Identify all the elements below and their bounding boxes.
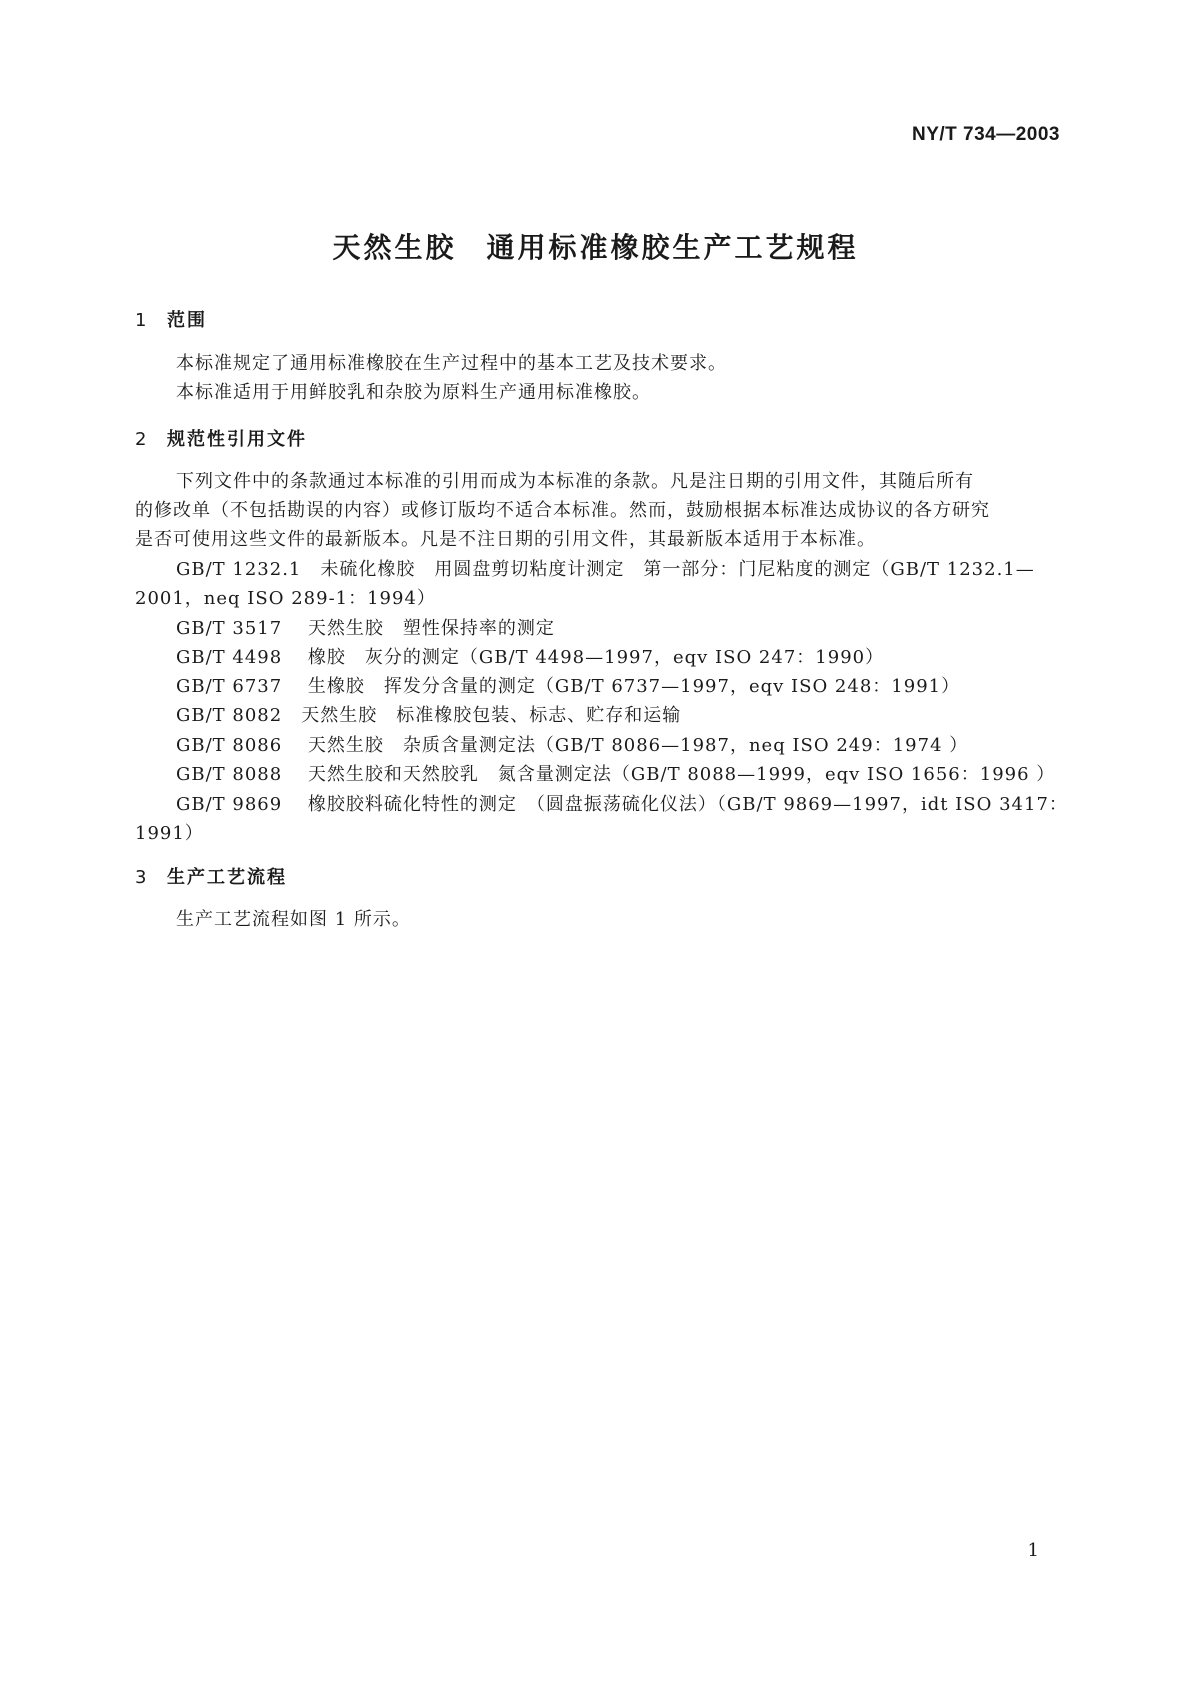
section-2-heading [135, 425, 307, 451]
paragraph-line: 本标准规定了通用标准橡胶在生产过程中的基本工艺及技术要求。 [176, 353, 727, 374]
reference-item: GB/T 1232.1 未硫化橡胶 用圆盘剪切粘度计测定 第一部分：门尼粘度的测定（GB/T 1232.1— [176, 559, 1035, 580]
reference-item: GB/T 8088 天然生胶和天然胶乳 氮含量测定法（GB/T 8088—1999，eqv ISO 1656：1996 ） [176, 764, 1056, 785]
section-number: 1 [135, 310, 149, 331]
document-title [0, 226, 1191, 266]
title-part-1: 天然生胶 [332, 231, 457, 264]
reference-item: GB/T 8082 天然生胶 标准橡胶包装、标志、贮存和运输 [176, 705, 682, 726]
section-number: 3 [135, 867, 149, 888]
page-number: 1 [1027, 1540, 1039, 1561]
standard-code: NY/T 734—2003 [911, 124, 1060, 145]
title-part-2: 通用标准橡胶生产工艺规程 [486, 231, 859, 264]
section-1-heading [135, 306, 207, 332]
reference-item: GB/T 4498 橡胶 灰分的测定（GB/T 4498—1997，eqv ISO 247：1990） [176, 647, 885, 668]
section-number: 2 [135, 429, 149, 450]
paragraph-line: 下列文件中的条款通过本标准的引用而成为本标准的条款。凡是注日期的引用文件，其随后所有 [176, 471, 974, 492]
reference-item-continuation: 2001，neq ISO 289-1：1994） [135, 588, 436, 609]
reference-item: GB/T 6737 生橡胶 挥发分含量的测定（GB/T 6737—1997，eqv ISO 248：1991） [176, 676, 961, 697]
section-title: 范围 [167, 310, 207, 331]
paragraph-line: 本标准适用于用鲜胶乳和杂胶为原料生产通用标准橡胶。 [176, 382, 651, 403]
reference-item: GB/T 9869 橡胶胶料硫化特性的测定 （圆盘振荡硫化仪法）（GB/T 9869—1997，idt ISO 3417： [176, 794, 1068, 815]
section-title: 规范性引用文件 [167, 429, 307, 450]
reference-item: GB/T 3517 天然生胶 塑性保持率的测定 [176, 618, 555, 639]
reference-item: GB/T 8086 天然生胶 杂质含量测定法（GB/T 8086—1987，neq ISO 249：1974 ） [176, 735, 969, 756]
paragraph-line: 的修改单（不包括勘误的内容）或修订版均不适合本标准。然而，鼓励根据本标准达成协议的各方研究 [135, 500, 990, 521]
paragraph-line: 是否可使用这些文件的最新版本。凡是不注日期的引用文件，其最新版本适用于本标准。 [135, 529, 876, 550]
reference-item-continuation: 1991） [135, 823, 204, 844]
section-title: 生产工艺流程 [167, 867, 287, 888]
section-3-heading [135, 863, 287, 889]
paragraph-line: 生产工艺流程如图 1 所示。 [176, 909, 411, 930]
